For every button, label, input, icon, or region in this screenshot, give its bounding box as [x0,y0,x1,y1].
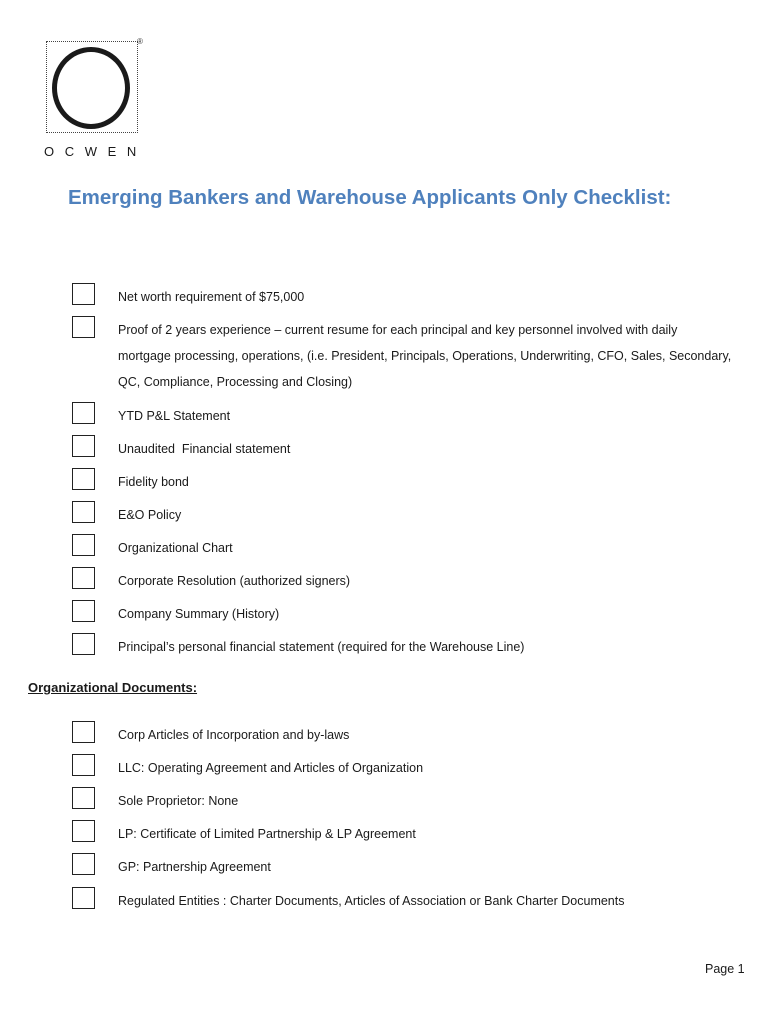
checkbox-personal-financial[interactable] [72,633,95,655]
checkbox-regulated-entities[interactable] [72,887,95,909]
item-eo-policy: E&O Policy [118,508,182,522]
item-corp-articles: Corp Articles of Incorporation and by-laws [118,728,350,742]
checkbox-ytd-pl[interactable] [72,402,95,424]
checkbox-unaudited[interactable] [72,435,95,457]
checkbox-gp[interactable] [72,853,95,875]
checkbox-llc[interactable] [72,754,95,776]
registered-mark: ® [137,37,143,46]
item-experience: Proof of 2 years experience – current resume for each principal and key personnel involved with daily mortgage processing, operations, (i.e. President, Principals, Operations, Underwriting, CFO, Sales, Secondary, QC, Compliance, Processing and Closing) [118,323,732,389]
item-corp-resolution: Corporate Resolution (authorized signers) [118,574,351,588]
page-title: Emerging Bankers and Warehouse Applicants Only Checklist: [68,186,672,209]
checkbox-net-worth[interactable] [72,283,95,305]
item-company-summary: Company Summary (History) [118,607,280,621]
checkbox-corp-articles[interactable] [72,721,95,743]
checkbox-company-summary[interactable] [72,600,95,622]
item-lp: LP: Certificate of Limited Partnership & LP Agreement [118,827,416,841]
item-regulated-entities: Regulated Entities : Charter Documents, Articles of Association or Bank Charter Documents [118,894,625,908]
page-number: Page 1 [705,962,745,976]
checkbox-eo-policy[interactable] [72,501,95,523]
item-llc: LLC: Operating Agreement and Articles of Organization [118,761,424,775]
logo-wordmark: OCWEN [44,144,147,159]
logo-ring-icon [52,47,130,129]
item-ytd-pl: YTD P&L Statement [118,409,231,423]
item-fidelity-bond: Fidelity bond [118,475,189,489]
item-sole-proprietor: Sole Proprietor: None [118,794,239,808]
item-gp: GP: Partnership Agreement [118,860,271,874]
checkbox-org-chart[interactable] [72,534,95,556]
checkbox-fidelity-bond[interactable] [72,468,95,490]
checkbox-experience[interactable] [72,316,95,338]
org-documents-heading: Organizational Documents: [28,680,198,695]
item-org-chart: Organizational Chart [118,541,233,555]
item-personal-financial: Principal’s personal financial statement (required for the Warehouse Line) [118,640,525,654]
checkbox-lp[interactable] [72,820,95,842]
item-unaudited: Unaudited Financial statement [118,442,291,456]
checkbox-corp-resolution[interactable] [72,567,95,589]
checkbox-sole-proprietor[interactable] [72,787,95,809]
ocwen-logo [44,38,148,162]
item-net-worth: Net worth requirement of $75,000 [118,290,305,304]
